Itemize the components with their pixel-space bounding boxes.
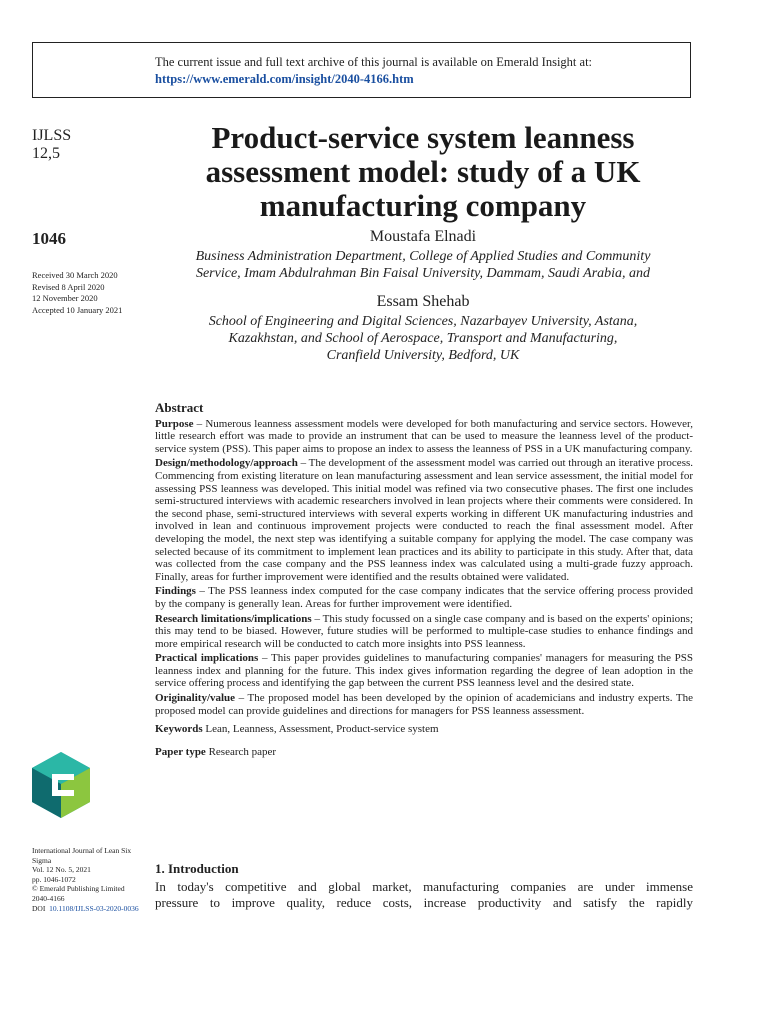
title-line: manufacturing company <box>259 188 587 223</box>
revised-date-2: 12 November 2020 <box>32 293 98 303</box>
author-2: Essam Shehab <box>376 293 470 310</box>
journal-notice-box <box>32 42 691 98</box>
purpose-text: – Numerous leanness assessment models were developed for both manufacturing and service sectors. However, little research effort was made to provide an instrument that can be used to measure the leanness level of the product-service system (PSS). This paper aims to propose an index to assess the leanness of PSS in a UK manufacturing company. <box>155 417 693 455</box>
abstract-purpose <box>155 418 693 456</box>
emerald-logo-icon <box>30 750 92 820</box>
originality-text: – The proposed model has been developed by the opinion of academicians and industry experts. The proposed model can provide guidelines and directions for managers for PSS leanness assessment. <box>155 692 693 717</box>
affiliation-line: School of Engineering and Digital Sciences, Nazarbayev University, Astana, <box>208 314 638 329</box>
affiliation-2 <box>155 313 691 364</box>
practical-label: Practical implications <box>155 652 259 665</box>
journal-footer-meta <box>32 846 144 913</box>
abstract-originality <box>155 692 693 717</box>
intro-line: pressure to improve quality, reduce costs, increase productivity and satisfy the rapidly <box>155 894 693 910</box>
abstract-limitations <box>155 613 693 651</box>
purpose-label: Purpose <box>155 417 194 430</box>
affiliation-line: Service, Imam Abdulrahman Bin Faisal University, Dammam, Saudi Arabia, and <box>195 266 651 281</box>
revised-date-1: Revised 8 April 2020 <box>32 281 105 292</box>
journal-volume: 12,5 <box>32 145 60 162</box>
introduction-text <box>155 879 693 910</box>
abstract-section <box>155 402 693 760</box>
article-title <box>155 121 691 223</box>
footer-journal-name-cont: Sigma <box>32 855 52 865</box>
notice-text: The current issue and full text archive of this journal is available on Emerald Insight at: <box>155 55 593 69</box>
footer-pages: pp. 1046-1072 <box>32 874 76 884</box>
keywords <box>155 723 693 736</box>
journal-url-link[interactable]: https://www.emerald.com/insight/2040-4166.htm <box>155 72 414 86</box>
history-dates <box>32 270 122 316</box>
paper-type-text: Research paper <box>208 745 277 758</box>
title-line: Product-service system leanness <box>211 120 635 155</box>
practical-text: – This paper provides guidelines to manufacturing companies' managers for measuring the PSS leanness index and planning for the future. This index gives information regarding the degree of lean adoption in the service offering process and identifying the gap between the current PSS leanness level and the desired state. <box>155 652 694 690</box>
intro-line: In today's competitive and global market, manufacturing companies are under immense <box>155 879 693 894</box>
received-date: Received 30 March 2020 <box>32 270 118 280</box>
abstract-practical <box>155 652 693 690</box>
design-text: – The development of the assessment model was carried out through an iterative process. Commencing from existing literature on lean manufacturing assessment and lean service assessment, the initial model for assessing PSS leanness was developed. This initial model was refined via two consecutive phases. The first one includes semi-structured interviews with academic researchers involved in lean projects where their comments were considered. In the second phase, semi-structured interviews with several experts working in different UK manufacturing industries and involved in lean and continuous improvement projects were conducted to reach the final assessment model. After developing the model, the next step was identifying a suitable company for applying the model. The case company was selected because of its commitment to implement lean practices and its ability to participate in this study. After that, data was collected from the case company and the PSS leanness index was calculated using a multi-grade fuzzy approach. Finally, areas for further improvement were identified and the results obtained were validated. <box>155 457 693 583</box>
originality-label: Originality/value <box>155 692 236 705</box>
author-1: Moustafa Elnadi <box>369 228 477 245</box>
journal-abbr-text: IJLSS <box>32 127 72 144</box>
abstract-design <box>155 457 693 583</box>
affiliation-line: Cranfield University, Bedford, UK <box>326 348 520 363</box>
page-number: 1046 <box>32 229 66 248</box>
footer-doi <box>32 904 144 914</box>
journal-abbreviation <box>32 127 71 163</box>
footer-journal-name: International Journal of Lean Six <box>32 846 132 855</box>
affiliation-1 <box>155 248 691 282</box>
keywords-label: Keywords <box>155 723 203 736</box>
limitations-text: – This study focussed on a single case company and is based on the experts' opinions; this may tend to be biased. However, future studies will be performed to multiple-case studies to enhance findings and more empirical research will be conducted to catch more insights into PSS leanness. <box>155 612 693 650</box>
findings-label: Findings <box>155 585 196 598</box>
design-label: Design/methodology/approach <box>155 457 298 470</box>
title-line: assessment model: study of a UK <box>205 154 641 189</box>
doi-link[interactable]: 10.1108/IJLSS-03-2020-0036 <box>49 903 139 913</box>
paper-type-label: Paper type <box>155 745 206 758</box>
section-heading-introduction: 1. Introduction <box>155 861 239 876</box>
footer-issn: 2040-4166 <box>32 893 65 903</box>
findings-text: – The PSS leanness index computed for the case company indicates that the service offering process provided by the company is generally lean. Areas for further improvement were identified. <box>155 585 693 610</box>
keywords-text: Lean, Leanness, Assessment, Product-service system <box>205 723 439 736</box>
footer-copyright: © Emerald Publishing Limited <box>32 884 125 894</box>
accepted-date: Accepted 10 January 2021 <box>32 304 123 315</box>
affiliation-line: Business Administration Department, College of Applied Studies and Community <box>195 249 651 264</box>
abstract-heading: Abstract <box>155 400 204 415</box>
footer-volume: Vol. 12 No. 5, 2021 <box>32 865 91 875</box>
paper-type <box>155 746 693 759</box>
abstract-findings <box>155 585 693 610</box>
limitations-label: Research limitations/implications <box>155 612 312 625</box>
affiliation-line: Kazakhstan, and School of Aerospace, Transport and Manufacturing, <box>228 331 618 346</box>
doi-label: DOI <box>32 903 46 913</box>
